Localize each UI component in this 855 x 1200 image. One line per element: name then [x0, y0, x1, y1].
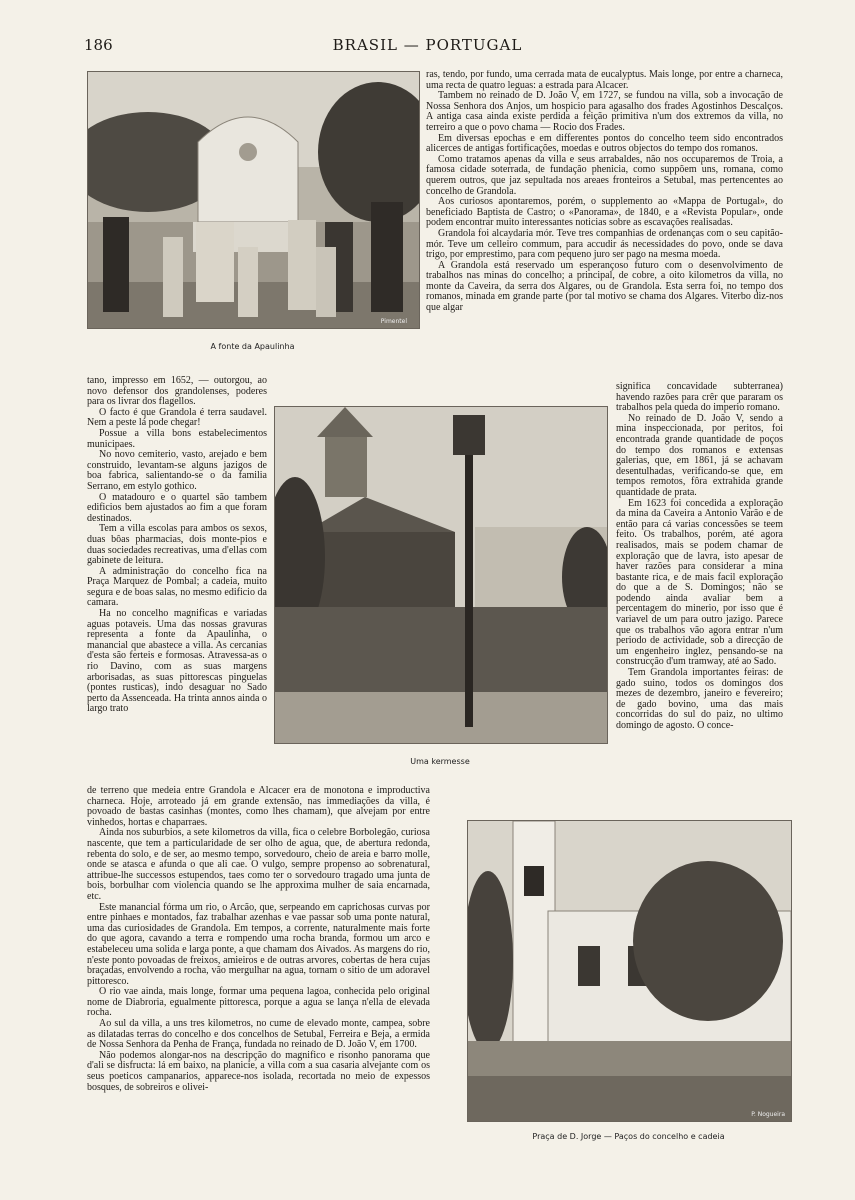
- photo-fonte-apaulinha: [87, 71, 420, 329]
- paragraph: No reinado de D. João V, sendo a mina inspeccionada, por peritos, foi encontrada grande quantidade de poços do tempo dos romanos e extensas galerias, que, em 1861, já se achavam desentulhadas, verificando-se que, em tempos remotos, fôra extrahida grande quantidade de prata.: [616, 412, 783, 498]
- paragraph: A administração do concelho fica na Praça Marquez de Pombal; a cadeia, muito segura e de boas salas, no mesmo edificio da camara.: [87, 565, 267, 609]
- paragraph: de terreno que medeia entre Grandola e Alcacer era de monotona e improductiva charneca. Hoje, arroteado já em grande extensão, nas immediações da villa, é povoado de bastas casinhas (montes, como lhes chamam), que alvejam por entre vinhedos, hortas e chaparraes.: [87, 786, 430, 828]
- paragraph: O rio vae ainda, mais longe, formar uma pequena lagoa, conhecida pelo original nome de Diabroria, egualmente pittoresca, porque a agua se lança n'ella de elevada rocha.: [87, 986, 430, 1019]
- paragraph: Possue a villa bons estabelecimentos municipaes.: [87, 427, 267, 450]
- paragraph: Este manancial fórma um rio, o Arcão, que, serpeando em caprichosas curvas por entre pinhaes e montados, faz trabalhar azenhas e vae passar sob uma ponte natural, uma das curiosidades de Grandola. Em tempos, a corrente, naturalmente mais forte do que agora, cavando a terra e rompendo uma rocha branda, formou um arco e estabeleceu uma solida e larga ponte, a que chamam dos Aivados. As margens do rio, n'este ponto povoadas de freixos, amieiros e de outras arvores, cobertas de hera cujas braçadas, envolvendo a rocha, vão mergulhar na agua, tornam o sitio de um adoravel pittoresco.: [87, 901, 430, 987]
- paragraph: Tem Grandola importantes feiras: de gado suino, todos os domingos dos mezes de dezembro, janeiro e fevereiro; de gado bovino, uma das mais concorridas do sul do paiz, no ultimo domingo de agosto. O conce-: [616, 667, 783, 731]
- photo-praca-d-jorge: [467, 820, 792, 1122]
- paragraph: Em diversas epochas e em differentes pontos do concelho teem sido encontrados alicerces de antigas fortificações, moedas e outros objectos do tempo dos romanos.: [426, 132, 783, 155]
- paragraph: ras, tendo, por fundo, uma cerrada mata de eucalyptus. Mais longe, por entre a charneca, uma recta de quatro leguas: a estrada para Alcacer.: [426, 70, 783, 91]
- paragraph: O facto é que Grandola é terra saudavel. Nem a peste lá pode chegar!: [87, 406, 267, 429]
- page-number: 186: [84, 36, 113, 54]
- praca-illustration: [468, 821, 791, 1121]
- paragraph: significa concavidade subterranea) havendo razões para crêr que pararam os trabalhos pela queda do imperio romano.: [616, 382, 783, 414]
- paragraph: tano, impresso em 1652, — outorgou, ao novo defensor dos grandolenses, poderes para os livrar dos flagellos.: [87, 376, 267, 408]
- text-left-wide: [87, 786, 430, 1146]
- paragraph: Tem a villa escolas para ambos os sexos, duas bôas pharmacias, dois monte-pios e duas sociedades recreativas, uma d'ellas com gabinete de leitura.: [87, 523, 267, 567]
- kermesse-illustration: [275, 407, 607, 743]
- paragraph: A Grandola está reservado um esperançoso futuro com o desenvolvimento de trabalhos nas minas do concelho; a principal, de cobre, a oito kilometros da villa, no monte da Caveira, da serra dos Algares, ou de Grandola. Esta serra foi, no tempo dos romanos, minada em grande parte (por tal motivo se chama dos Algares. Viterbo diz-nos que algar: [426, 259, 783, 314]
- photo-mark-praca: P. Nogueira: [751, 1111, 785, 1118]
- paragraph: Tambem no reinado de D. João V, em 1727, se fundou na villa, sob a invocação de Nossa Senhora dos Anjos, um hospicio para agasalho dos frades Agostinhos Descalços. A antiga casa ainda existe perdida a feição primitiva n'um dos extremos da villa, no terreiro a que o povo chama — Rocio dos Frades.: [426, 90, 783, 133]
- paragraph: O matadouro e o quartel são tambem edificios bem ajustados ao fim a que foram destinados.: [87, 491, 267, 524]
- caption-fonte: A fonte da Apaulinha: [210, 342, 295, 351]
- paragraph: Aos curiosos apontaremos, porém, o supplemento ao «Mappa de Portugal», do beneficiado Baptista de Castro; o «Panorama», de 1840, e a «Revista Popular», onde podem encontrar muito interessantes noticias sobre as escavações realisadas.: [426, 196, 783, 229]
- photo-kermesse: [274, 406, 608, 744]
- paragraph: No novo cemiterio, vasto, arejado e bem construido, levantam-se alguns jazigos de boa fabrica, salientando-se o da familia Serrano, em estylo gothico.: [87, 449, 267, 492]
- text-right-mid: [616, 382, 783, 790]
- page-header: [0, 36, 855, 56]
- paragraph: Ainda nos suburbios, a sete kilometros da villa, fica o celebre Borbolegão, curiosa nascente, que tem a particularidade de ser olho de agua, que, de abertura redonda, rebenta do solo, e de ser, ao mesmo tempo, sorvedouro, cheio de areia e barro molle, onde se atasca e afunda o que ali cae. O vulgo, sempre propenso ao sobrenatural, attribue-lhe successos estupendos, taes como ter o sorvedouro tragado uma junta de bois, borbulhar com violencia quando se lhe approxima mulher de saia encarnada, etc.: [87, 827, 430, 902]
- paragraph: Como tratamos apenas da villa e seus arrabaldes, não nos occuparemos de Troia, a famosa cidade soterrada, de fundação phenicia, como suppõem uns, romana, como querem outros, que jaz sepultada nos areaes fronteiros a Setubal, mas pertencentes ao concelho de Grandola.: [426, 153, 783, 197]
- text-right-top: [426, 70, 783, 390]
- text-left-narrow: [87, 376, 267, 788]
- paragraph: Em 1623 foi concedida a exploração da mina da Caveira a Antonio Varão e de então para cá varias concessões se teem feito. Os trabalhos, porém, até agora realisados, mais se podem chamar de exploração que de lavra, isto apesar de haver razões para considerar a mina bastante rica, e de mais facil exploração do que a de S. Domingos; não se podendo ainda avaliar bem a percentagem do minerio, por isso que é variavel de um para outro jazigo. Parece que os trabalhos vão agora entrar n'um periodo de actividade, sob a direcção de um engenheiro inglez, pensando-se na construcção d'um tramway, até ao Sado.: [616, 497, 783, 668]
- paragraph: Ao sul da villa, a uns tres kilometros, no cume de elevado monte, campea, sobre as dilatadas terras do concelho e dos concelhos de Setubal, Ferreira e Beja, a ermida de Nossa Senhora da Penha de França, fundada no reinado de D. João V, em 1700.: [87, 1018, 430, 1051]
- paragraph: Não podemos alongar-nos na descripção do magnifico e risonho panorama que d'ali se disfructa: lá em baixo, na planicie, a villa com a sua casaria alvejante com os seus poeticos campanarios, apparece-nos isolada, recortada no meio de expessos bosques, de sobreiros e olivei-: [87, 1049, 430, 1093]
- caption-kermesse: Uma kermesse: [410, 757, 470, 766]
- running-title: BRASIL — PORTUGAL: [332, 36, 523, 54]
- paragraph: Ha no concelho magnificas e variadas aguas potaveis. Uma das nossas gravuras representa a fonte da Apaulinha, o manancial que abastece a villa. As cercanias d'esta são ferteis e formosas. Atravessa-as o rio Davino, com as suas margens arborisadas, as suas pittorescas pinguelas (pontes rusticas), indo desaguar no Sado perto da Assenceada. Ha trinta annos ainda o largo trato: [87, 608, 267, 715]
- fonte-illustration: [88, 72, 419, 328]
- paragraph: Grandola foi alcaydaria mór. Teve tres companhias de ordenanças com o seu capitão-mór. Teve um celleiro commum, para accudir ás necessidades do povo, onde se dava trigo, por emprestimo, para com pequeno juro ser pago na mesma moeda.: [426, 227, 783, 261]
- caption-praca: Praça de D. Jorge — Paços do concelho e cadeia: [532, 1132, 725, 1141]
- photo-mark-fonte: Pimentel: [380, 318, 407, 325]
